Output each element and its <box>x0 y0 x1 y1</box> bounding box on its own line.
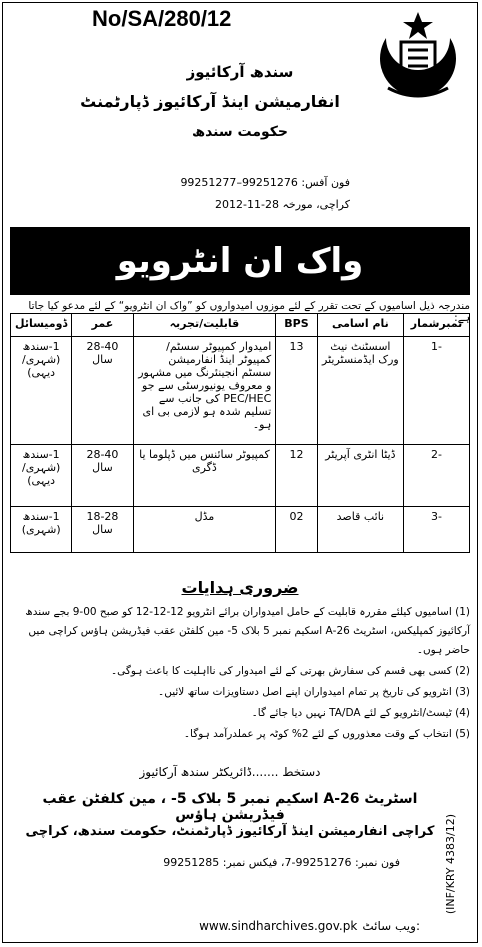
domicile-area: (شہری/دیہی) <box>21 461 61 487</box>
domicile-province: 1-سندھ <box>22 340 60 353</box>
row-bps: 12 <box>276 445 317 507</box>
col-bps: BPS <box>276 314 317 337</box>
row-number: -3 <box>404 507 470 553</box>
row-bps: 13 <box>276 337 317 445</box>
address-line2: کراچی انفارمیشن اینڈ آرکائیوز ڈپارٹمنٹ، حکومت سندھ، کراچی <box>25 824 435 839</box>
reference-number: No/SA/280/12 <box>92 6 232 31</box>
domicile-area: (شہری/دیہی) <box>21 353 61 379</box>
header-line3: حکومت سندھ <box>191 124 289 140</box>
signature-label: دستخط .......ڈائریکٹر سندھ آرکائیوز <box>139 765 321 779</box>
col-qualification: قابلیت/تجربہ <box>133 314 276 337</box>
table-row <box>11 445 470 507</box>
guideline-item: (5) انتخاب کے وقت معذوروں کے لئے 2% کوٹہ پر عملدرآمد ہوگا۔ <box>183 728 470 740</box>
header-phone: فون آفس: 99251276–99251277 <box>180 176 350 189</box>
row-domicile <box>11 337 72 445</box>
table-row <box>11 337 470 445</box>
row-qualification: کمپیوٹر سائنس میں ڈپلوما یا ڈگری <box>133 445 276 507</box>
table-header-row <box>11 314 470 337</box>
row-age: 28-40 سال <box>72 337 133 445</box>
contact-phone: فون نمبر: 99251276-7، فیکس نمبر: 99251285 <box>163 856 400 869</box>
domicile-area: (شہری) <box>21 523 61 536</box>
walk-in-interview-banner: واک ان انٹرویو <box>10 227 470 295</box>
header-line2: انفارمیشن اینڈ آرکائیوز ڈپارٹمنٹ <box>80 92 340 111</box>
row-post: اسسٹنٹ نیٹ ورک ایڈمنسٹریٹر <box>317 337 403 445</box>
government-seal-logo <box>368 8 468 108</box>
row-bps: 02 <box>276 507 317 553</box>
guideline-item: (1) اسامیوں کیلئے مقررہ قابلیت کے حامل امیدواران برائے انٹرویو 12-12-12 کو صبح 00-9 بجے سندھ آرکائیوز کمپلیکس، اسٹریٹ 26-A اسکیم نمبر 5 بلاک 5- مین کلفٹن عقب فیڈریشن ہاؤس کراچی میں حاضر ہوں۔ <box>25 606 470 656</box>
guidelines-list <box>12 603 470 746</box>
job-table <box>10 313 470 553</box>
row-age: 28-40 سال <box>72 445 133 507</box>
header-line1: سندھ آرکائیوز <box>186 63 294 81</box>
guideline-item: (4) ٹیسٹ/انٹرویو کے لئے TA/DA نہیں دیا جائے گا۔ <box>251 707 470 719</box>
intro-text: مندرجہ ذیل اسامیوں کے تحت تقرر کے لئے موزوں امیدواروں کو ”واک ان انٹرویو“ کے لئے مدعو کیا جاتا ہے: <box>28 300 470 324</box>
row-qualification: امیدوار کمپیوٹر سسٹم/کمپیوٹر اینڈ انفارمیشن سسٹم انجینئرنگ میں مشہور و معروف یونیورسٹی سے جو PEC/HEC کی جانب سے تسلیم شدہ ہو لازمی بی ای ہو۔ <box>133 337 276 445</box>
col-post: نام اسامی <box>317 314 403 337</box>
address-line1: اسٹریٹ 26-A اسکیم نمبر 5 بلاک 5- ، مین کلفٹن عقب فیڈریشن ہاؤس <box>42 791 418 823</box>
domicile-province: 1-سندھ <box>22 448 60 461</box>
row-domicile <box>11 507 72 553</box>
col-serial: نمبرشمار <box>404 314 470 337</box>
row-number: -1 <box>404 337 470 445</box>
row-domicile <box>11 445 72 507</box>
website-label: ویب سائٹ: <box>362 919 420 933</box>
table-row <box>11 507 470 553</box>
row-age: 18-28 سال <box>72 507 133 553</box>
guideline-item: (3) انٹرویو کی تاریخ پر تمام امیدواران اپنے اصل دستاویزات ساتھ لائیں۔ <box>158 686 470 698</box>
website-url[interactable]: www.sindharchives.gov.pk <box>199 919 358 933</box>
domicile-province: 1-سندھ <box>22 510 60 523</box>
header-date: کراچی، مورخہ 28-11-2012 <box>215 198 350 211</box>
col-age: عمر <box>72 314 133 337</box>
guidelines-title: ضروری ہدایات <box>181 578 299 597</box>
website-row <box>80 915 420 934</box>
row-qualification: مڈل <box>133 507 276 553</box>
guideline-item: (2) کسی بھی قسم کی سفارش بھرتی کے لئے امیدوار کی نااہلیت کا باعث ہوگی۔ <box>110 665 470 677</box>
col-domicile: ڈومیسائل <box>11 314 72 337</box>
row-post: ڈیٹا انٹری آپریٹر <box>317 445 403 507</box>
row-number: -2 <box>404 445 470 507</box>
row-post: نائب قاصد <box>317 507 403 553</box>
side-code: (INF/KRY 4383/12) <box>444 814 457 915</box>
